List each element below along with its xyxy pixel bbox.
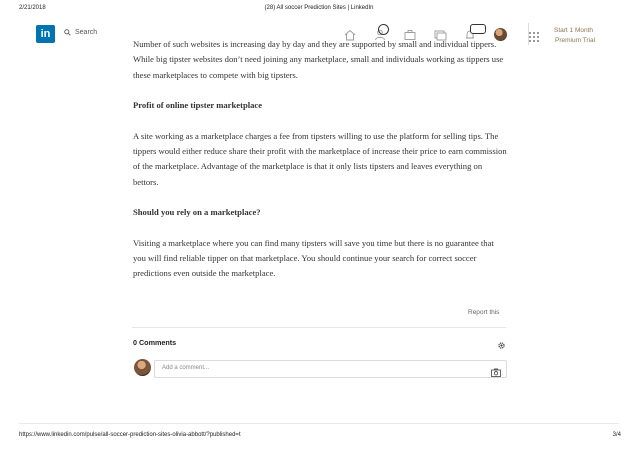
apps-grid-icon bbox=[529, 32, 539, 42]
add-photo-button[interactable] bbox=[491, 364, 501, 373]
print-title: (28) All soccer Prediction Sites | LinkedIn bbox=[264, 5, 374, 11]
print-url: https://www.linkedin.com/pulse/all-soccer-prediction-sites-olivia-abbott/?published=t bbox=[19, 432, 241, 438]
camera-icon bbox=[491, 368, 501, 377]
print-page-number: 3/4 bbox=[612, 432, 621, 438]
report-link[interactable]: Report this bbox=[468, 309, 500, 316]
article-heading: Should you rely on a marketplace? bbox=[133, 207, 261, 218]
search-highlight-circle bbox=[378, 24, 389, 35]
article-paragraph: A site working as a marketplace charges a fee from tipsters willing to use the platform for selling tips. The tippers would either reduce share their profit with the marketplace of increase their price to earn commission of the marketplace. Advantage of the marketplace is that it only lists tipsters and leaves everything on bettors. bbox=[133, 130, 507, 187]
notification-badge bbox=[470, 24, 486, 34]
comments-count: 0 Comments bbox=[133, 338, 177, 347]
gear-icon bbox=[497, 341, 506, 350]
print-header bbox=[0, 5, 638, 15]
linkedin-logo[interactable]: in bbox=[36, 25, 55, 43]
commenter-avatar bbox=[134, 359, 151, 376]
premium-line-1: Start 1 Month bbox=[554, 27, 594, 34]
print-date: 2/21/2018 bbox=[19, 5, 46, 11]
search-bar[interactable] bbox=[64, 29, 97, 36]
comments-divider bbox=[132, 327, 506, 328]
work-menu[interactable] bbox=[529, 29, 539, 39]
premium-trial-link[interactable] bbox=[554, 26, 595, 46]
comment-settings-button[interactable] bbox=[497, 337, 506, 346]
article-paragraph: Visiting a marketplace where you can find many tipsters will save you time but there is no guarantee that you will find reliable tipper on that marketplace. You should continue your search for correct soccer predictions even outside the marketplace. bbox=[133, 237, 494, 279]
premium-line-2: Premium Trial bbox=[555, 37, 596, 44]
article-paragraph: Number of such websites is increasing day by day and they are supported by small and individual tippers. While big tipster websites don’t need joining any marketplace, small and individuals working as tippers use these marketplaces to compete with big tipsters. bbox=[133, 39, 504, 80]
search-icon bbox=[64, 29, 71, 36]
article-body bbox=[133, 40, 508, 297]
page-footer-divider bbox=[19, 423, 619, 424]
comment-input[interactable] bbox=[154, 360, 507, 378]
search-label: Search bbox=[75, 29, 98, 36]
comment-placeholder: Add a comment... bbox=[162, 365, 210, 371]
article-heading: Profit of online tipster marketplace bbox=[133, 100, 263, 111]
